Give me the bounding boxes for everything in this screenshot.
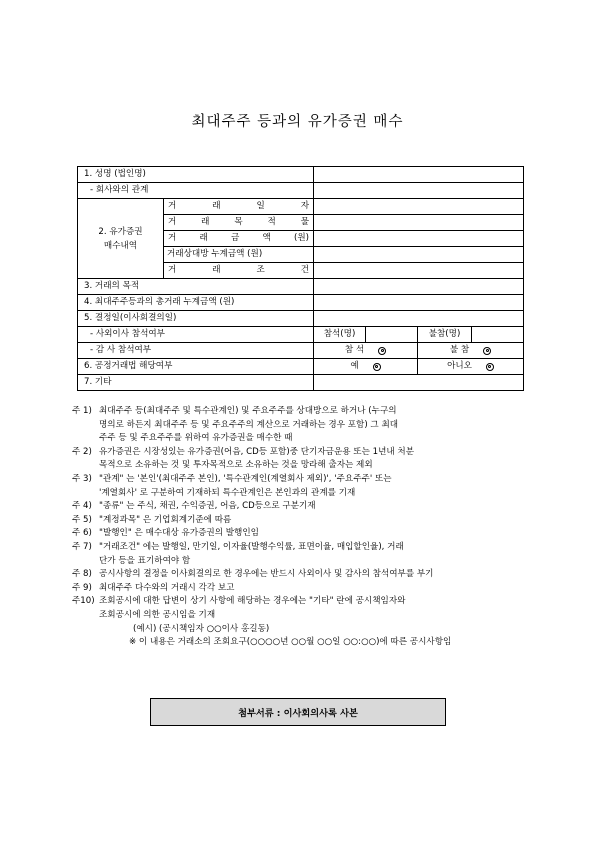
footnote-label: 주 3) xyxy=(72,473,92,484)
footnote-line: "발행인" 은 매수대상 유가증권의 발행인임 xyxy=(99,528,259,539)
fair-trade-yes-option[interactable] xyxy=(314,359,418,375)
label-securities-purchase xyxy=(78,199,164,279)
auditor-absent-label: 불 참 xyxy=(449,345,470,355)
row-outside-director xyxy=(78,327,524,343)
row-auditor xyxy=(78,343,524,359)
row-purpose xyxy=(78,279,524,295)
footnote-1 xyxy=(72,405,532,446)
char: 래 xyxy=(199,233,208,243)
value-decision-date[interactable] xyxy=(314,311,524,327)
footnote-line: 유가증권은 시장성있는 유가증권(어음, CD등 포함)중 단기자금운용 또는 1년내 처분 xyxy=(99,446,415,457)
value-trade-conditions[interactable] xyxy=(314,263,524,279)
char: 액 xyxy=(262,233,271,243)
auditor-attend-option[interactable] xyxy=(314,343,418,359)
label-outside-director: - 사외이사 참석여부 xyxy=(78,327,314,343)
value-name[interactable] xyxy=(314,167,524,183)
label-cumulative-amount: 4. 최대주주등과의 총거래 누계금액 (원) xyxy=(78,295,314,311)
footnote-3 xyxy=(72,473,532,500)
footnote-line: "관계" 는 '본인'(최대주주 본인), '특수관계인(계열회사 제외)', '주요주주' 또는 xyxy=(99,473,392,484)
value-trade-date[interactable] xyxy=(314,199,524,215)
label-purchase-details: 매수내역 xyxy=(103,240,138,251)
label-relation: - 회사와의 관계 xyxy=(78,183,314,199)
footnote-label: 주 6) xyxy=(72,528,92,539)
footnote-line: 최대주주 다수와의 거래시 각각 보고 xyxy=(99,582,235,593)
char: 물 xyxy=(300,217,309,227)
footnote-5 xyxy=(72,514,532,528)
fair-trade-no-radio-icon[interactable] xyxy=(486,363,494,371)
disclosure-form-table xyxy=(77,166,524,391)
char: 거 xyxy=(168,265,177,275)
footnote-7 xyxy=(72,541,532,568)
char: 거 xyxy=(168,217,177,227)
footnote-line: 목적으로 소유하는 것 및 투자목적으로 소유하는 것을 망라해 출자는 제외 xyxy=(99,460,373,471)
footnote-example: (예시) (공시책임자 ○○이사 홍길동) xyxy=(133,623,270,634)
footnote-label: 주 9) xyxy=(72,582,92,593)
char: 금 xyxy=(231,233,240,243)
footnote-9 xyxy=(72,582,532,596)
char: 자 xyxy=(300,201,310,211)
row-name xyxy=(78,167,524,183)
page-title: 최대주주 등과의 유가증권 매수 xyxy=(191,114,404,130)
label-fair-trade: 6. 공정거래법 해당여부 xyxy=(78,359,314,375)
char: 래 xyxy=(212,201,221,211)
label-counterparty-total: 거래상대방 누계금액 (원) xyxy=(164,247,314,263)
footnote-line: 주주 등 및 주요주주를 위하여 유가증권을 매수한 때 xyxy=(99,433,293,444)
value-cumulative-amount[interactable] xyxy=(314,295,524,311)
char: 건 xyxy=(300,265,310,275)
footnote-line: "계정과목" 은 기업회계기준에 따름 xyxy=(99,514,232,525)
footnote-line: "종류" 는 주식, 채권, 수익증권, 어음, CD등으로 구분기재 xyxy=(99,501,316,512)
label-absent-count: 불참(명) xyxy=(418,327,472,343)
row-cumulative-amount xyxy=(78,295,524,311)
footnote-label: 주 7) xyxy=(72,541,92,552)
auditor-attend-radio-icon[interactable] xyxy=(378,347,386,355)
footnote-line: "거래조건" 에는 발행일, 만기일, 이자율(발행수익률, 표면이율, 매입할인율), 거래 xyxy=(99,541,404,552)
footnote-label: 주 4) xyxy=(72,501,92,512)
footnote-reference: ※ 이 내용은 거래소의 조회요구(○○○○년 ○○월 ○○일 ○○:○○)에 따른 공시사항임 xyxy=(129,637,452,648)
label-name: 1. 성명 (법인명) xyxy=(78,167,314,183)
footnote-6 xyxy=(72,527,532,541)
footnote-line: 명의로 하든지 최대주주 등 및 주요주주의 계산으로 거래하는 경우 포함) 그 최대 xyxy=(99,419,399,430)
label-securities: 2. 유가증권 xyxy=(98,226,143,237)
char: 거 xyxy=(168,233,177,243)
footnote-line: 공시사항의 결정을 이사회결의로 한 경우에는 반드시 사외이사 및 감사의 참석여부를 부기 xyxy=(99,569,434,580)
auditor-attend-label: 참 석 xyxy=(344,345,365,355)
footnote-label: 주10) xyxy=(72,596,95,607)
fair-trade-no-label: 아니오 xyxy=(447,361,472,371)
value-trade-amount[interactable] xyxy=(314,231,524,247)
label-auditor: - 감 사 참석여부 xyxy=(78,343,314,359)
label-purpose: 3. 거래의 목적 xyxy=(78,279,314,295)
attachment-box: 첨부서류 : 이사회의사록 사본 xyxy=(150,698,446,726)
footnote-4 xyxy=(72,500,532,514)
value-trade-object[interactable] xyxy=(314,215,524,231)
row-decision-date xyxy=(78,311,524,327)
footnote-2 xyxy=(72,446,532,473)
fair-trade-yes-radio-icon[interactable] xyxy=(373,363,381,371)
footnotes xyxy=(72,405,532,650)
row-fair-trade xyxy=(78,359,524,375)
char: 래 xyxy=(201,217,210,227)
value-attend-count[interactable] xyxy=(366,327,418,343)
footnote-line: '계열회사' 로 구분하여 기재하되 특수관계인은 본인과의 관계를 기재 xyxy=(99,487,356,498)
footnote-10 xyxy=(72,595,532,649)
auditor-absent-option[interactable] xyxy=(418,343,524,359)
row-relation xyxy=(78,183,524,199)
char: 거 xyxy=(168,201,177,211)
footnote-line: 단가 등을 표기하여야 함 xyxy=(99,555,191,566)
char: (원) xyxy=(294,233,310,243)
fair-trade-yes-label: 예 xyxy=(350,361,359,371)
value-other[interactable] xyxy=(314,375,524,391)
value-absent-count[interactable] xyxy=(472,327,524,343)
char: 조 xyxy=(256,265,265,275)
label-attend-count: 참석(명) xyxy=(314,327,366,343)
auditor-absent-radio-icon[interactable] xyxy=(483,347,491,355)
footnote-8 xyxy=(72,568,532,582)
label-trade-date xyxy=(164,199,314,215)
footnote-label: 주 2) xyxy=(72,446,92,457)
fair-trade-no-option[interactable] xyxy=(418,359,524,375)
label-trade-amount xyxy=(164,231,314,247)
value-purpose[interactable] xyxy=(314,279,524,295)
label-trade-object xyxy=(164,215,314,231)
value-relation[interactable] xyxy=(314,183,524,199)
char: 래 xyxy=(212,265,221,275)
footnote-label: 주 1) xyxy=(72,406,92,416)
row-trade-date xyxy=(78,199,524,215)
char: 목 xyxy=(234,217,243,227)
footnote-label: 주 8) xyxy=(72,569,92,580)
footnote-line: 조회공시에 대한 답변이 상기 사항에 해당하는 경우에는 "기타" 란에 공시책임자와 xyxy=(99,596,406,607)
footnote-label: 주 5) xyxy=(72,514,92,525)
footnote-line: 최대주주 등(최대주주 및 특수관계인) 및 주요주주를 상대방으로 하거나 (누구의 xyxy=(99,406,397,416)
label-trade-conditions xyxy=(164,263,314,279)
label-other: 7. 기타 xyxy=(78,375,314,391)
value-counterparty-total[interactable] xyxy=(314,247,524,263)
row-other xyxy=(78,375,524,391)
label-decision-date: 5. 결정일(이사회결의일) xyxy=(78,311,314,327)
char: 적 xyxy=(267,217,276,227)
char: 일 xyxy=(256,201,265,211)
footnote-line: 조회공시에 의한 공시임을 기재 xyxy=(99,609,216,620)
